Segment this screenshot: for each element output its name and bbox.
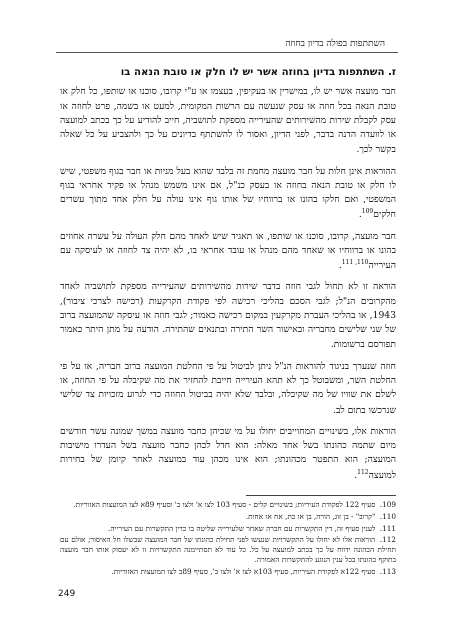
footnote-text: הוראות אלו לא יחולו על התקשרויות שנעשו לפני תחילת כהונתו של חבר המועצה שבשלו חל האיסור; אולם עם תחילת הכהונה ידווח על כך בכתב למועצה על כל. כל עוד לא תסתיימנה התקשרויות זו לא יעסוק אותו חבר מועצה בתוקף כהונתו בכל ענין הנוגע להתקשרות האמורה. xyxy=(60,535,396,565)
paragraph-4 xyxy=(60,280,396,352)
paragraph-text: הוראה זו לא תחול לגבי חוזה בדבר שירות מהשירותים שהעירייה מספקת לתושביה לאחד מהקרובים הנ"ל; לגבי הסכם בהליכי רכישה לפי פקודת הקרקעות (רכישה לצרכי ציבור), 1943, או בהליכי העברת מקרקעין במקום רכישה כאמור; לגבי חוזה או עיסקה שהמועצה ברוב של שני שלישים מחבריה ובאישור השר התירה ובתנאים שהתירה. הודעה על מתן היתר כאמור תפורסם ברשומות. xyxy=(60,281,396,351)
footnote-number: 113. xyxy=(379,566,396,576)
footnote-item xyxy=(60,567,396,577)
footnote-number: 109. xyxy=(379,499,396,509)
section-heading: ז. השתתפות בדיון בחוזה אשר יש לו חלק או טובת הנאה בו xyxy=(120,67,396,78)
header-divider xyxy=(56,52,398,53)
paragraph-text: ההוראות אינן חלות על חבר מועצה מחמת זה בלבד שהוא בעל מניות או חבר בגוף משפטי, שיש לו חלק או טובת הנאה בחוזה או בעסק כנ"ל, אם אינו משמש מנהל או פקיד אחראי בגוף המשפטי, ואם חלקו בהונו או ברווחיו של אותו גוף אינו עולה על חלק אחד מתוך עשרים חלקים xyxy=(60,165,396,221)
paragraph-5 xyxy=(60,360,396,418)
paragraph-text: חבר מועצה אשר יש לו, במישרין או בעקיפין, בעצמו או ע"י קרובו, סוכנו או שותפו, כל חלק או טובת הנאה בכל חוזה או עסק שנעשה עם הרשות המקומית, למעט או בשמה, פרט לחוזה או עסק לקבלת שירות מהשירותים שהעירייה מספקת לתושביה, חייב להודיע על כך בכתב למועצה או לוועדה הדנה בדבר, לפני הדיון, ואסור לו להשתתף בדיונים על כך ולהצביע על כל שאלה בקשר לכך. xyxy=(60,86,396,156)
footnote-ref: 109 xyxy=(361,208,374,216)
paragraph-6: הוראות אלו, בשינויים המחוייבים יחולו על מי שכיהן כחבר מועצה במשך שמונה עשר חודשים מיום שתמה כהונתו בשל אחד מאלה: הוא חדל לכהן כחבר מועצה בשל העדרו מישיבות המועצה; הוא התפטר מכהונתו; הוא אינו מכהן עוד במועצה לאחר קיומן של בחירות למועצה$^{112}$. xyxy=(60,425,396,481)
footnote-number: 111. xyxy=(379,523,396,533)
paragraph-text: חוזה שנערך בניגוד להוראות הנ"ל ניתן לביטול על פי החלטת המועצה ברוב חבריה, או על פי החלטת השר, ומשבוטל כך לא תהא העירייה חייבת להחזיר את מה שקיבלה על פי החוזה, או לשלם את שוויו של מה שקיבלה, ובלבד שלא יהיה בביטול החוזה כדי לגרוע מזכויות צד שלישי שנרכשו בתום לב. xyxy=(60,360,396,416)
footnote-number: 110. xyxy=(379,511,396,521)
paragraph-text: חבר מועצה, קרובו, סוכנו או שותפו, או תאגיד שיש לאחד מהם חלק העולה על עשרה אחוזים בהונו או ברווחיו או שאחד מהם מנהל או עובד אחראי בו, לא יהיה צד לחוזה או לעיסקה עם העירייה xyxy=(60,230,396,272)
footnote-ref: 110, 111 xyxy=(341,259,369,267)
paragraph-1 xyxy=(60,85,396,157)
footnote-ref: 112 xyxy=(357,468,369,476)
footnote-item xyxy=(60,500,396,510)
footnote-number: 112. xyxy=(379,535,396,545)
paragraph-3: חבר מועצה, קרובו, סוכנו או שותפו, או תאגיד שיש לאחד מהם חלק העולה על עשרה אחוזים בהונו או ברווחיו או שאחד מהם מנהל או עובד אחראי בו, לא יהיה צד לחוזה או לעיסקה עם העירייה$^{110, 111}$. xyxy=(60,230,396,272)
running-header: השתתפות בפולה בדיון בחוזה xyxy=(285,39,385,49)
footnote-text: לענין סעיף זה, דין התקשרות עם חברה שאחר שלעירייה שליטה בו כדין התקשרות עם העירייה. xyxy=(108,523,376,533)
paragraph-2: ההוראות אינן חלות על חבר מועצה מחמת זה בלבד שהוא בעל מניות או חבר בגוף משפטי, שיש לו חלק או טובת הנאה בחוזה או בעסק כנ"ל, אם אינו משמש מנהל או פקיד אחראי בגוף המשפטי, ואם חלקו בהונו או ברווחיו של אותו גוף אינו עולה על חלק אחד מתוך עשרים חלקים$^{109}$. xyxy=(60,165,396,221)
footnote-text: סעיף 122 לפקודת העיריות; בשינויים קלים - סעיף 103 לצו א' ולצו ב' וסעיף 89א לצו המועצות האזוריות. xyxy=(73,499,376,509)
footnote-item xyxy=(60,535,396,565)
footnote-text: סעיף 122א לפקודת העיריות, סעיף 103א לצו א' ולצו ב', סעיף 89ב לצו המועצות האזוריות. xyxy=(111,566,376,576)
footnote-item xyxy=(60,512,396,522)
page-body xyxy=(60,66,396,579)
footnote-item xyxy=(60,524,396,534)
footnote-text: "קרוב" - בן זוג, הורה, בן או בת, אח או אחות. xyxy=(245,511,376,521)
footnote-divider xyxy=(246,495,396,496)
page-number: 249 xyxy=(58,589,76,599)
paragraph-text: הוראות אלו, בשינויים המחוייבים יחולו על מי שכיהן כחבר מועצה במשך שמונה עשר חודשים מיום שתמה כהונתו בשל אחד מאלה: הוא חדל לכהן כחבר מועצה בשל העדרו מישיבות המועצה; הוא התפטר מכהונתו; הוא אינו מכהן עוד במועצה לאחר קיומן של בחירות למועצה xyxy=(60,425,396,481)
